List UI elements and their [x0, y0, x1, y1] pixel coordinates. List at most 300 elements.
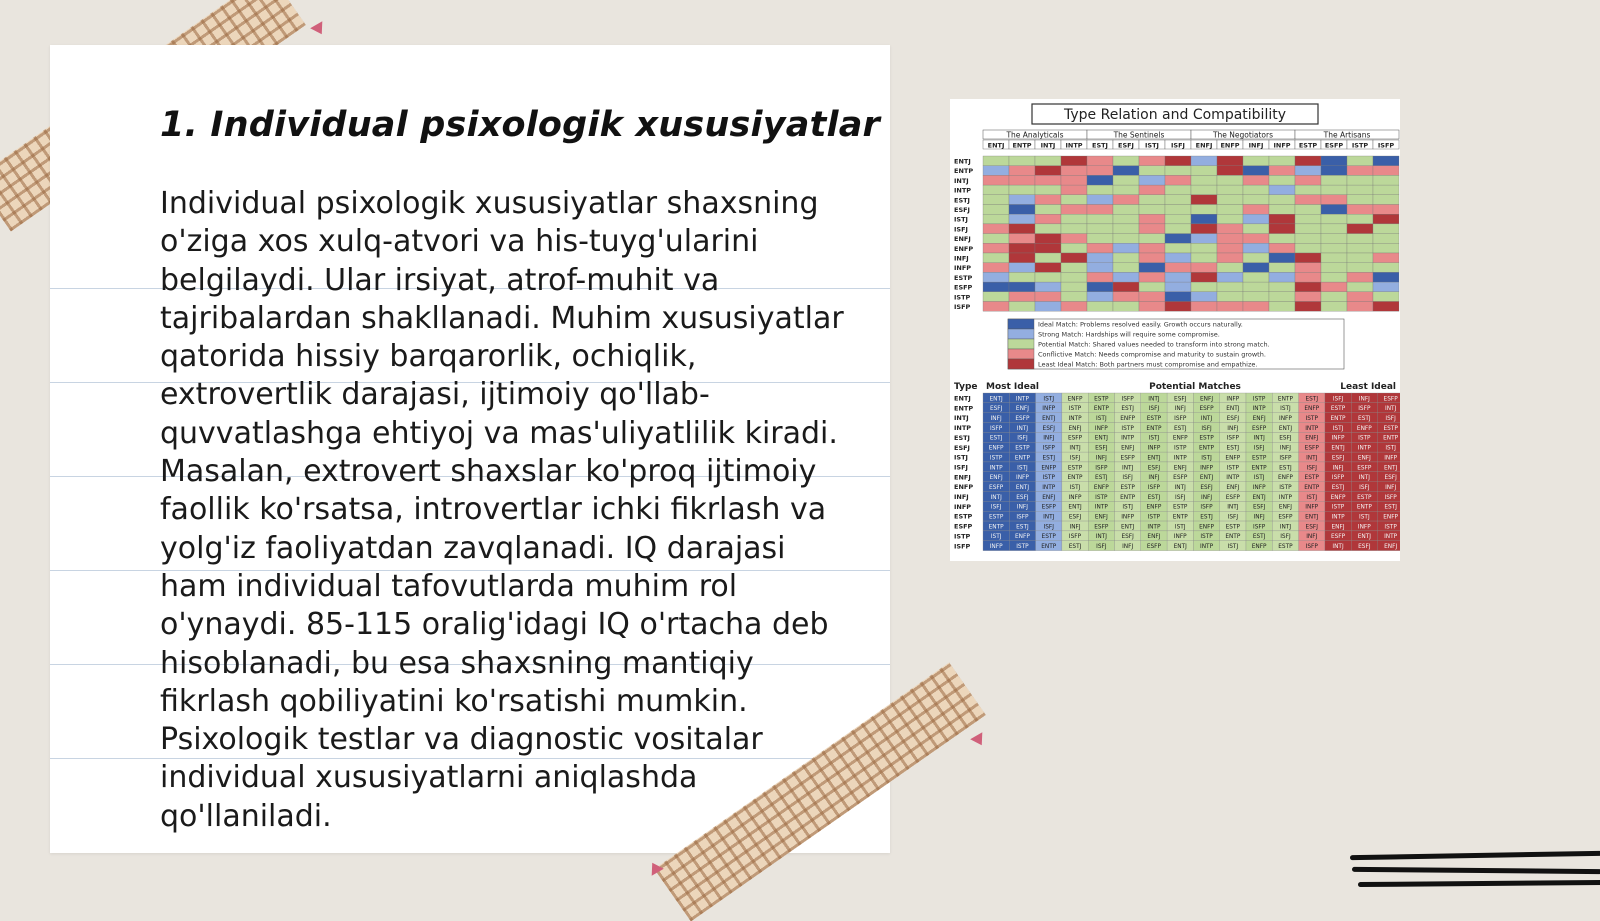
table-cell-label: ISFJ [1122, 475, 1133, 482]
matrix-cell [1191, 205, 1217, 215]
matrix-cell [1165, 195, 1191, 205]
legend-label: Strong Match: Hardships will require some compromise. [1038, 330, 1220, 339]
table-cell-label: ENFP [1330, 494, 1346, 501]
table-cell-label: ESFP [1225, 494, 1240, 501]
matrix-cell [1243, 272, 1269, 282]
matrix-cell [1347, 214, 1373, 224]
matrix-cell [1217, 166, 1243, 176]
matrix-cell [1295, 253, 1321, 263]
slide-body-text: Individual psixologik xususiyatlar shaxsning o'ziga xos xulq-atvori va his-tuyg'ularini belgilaydi. Ular irsiyat, atrof-muhit va tajribalardan shakllanadi. Muhim xususiyatlar qatorida hissiy barqarorlik, ochiqlik, extrovertlik darajasi, ijtimoiy qo'llab-quvvatlashga ehtiyoj va mas'uliyatlilik kiradi. Masalan, extrovert shaxslar ko'proq ijtimoiy faollik ko'rsatsa, introvertlar ichki fikrlash va yolg'iz faoliyatdan zavqlanadi. IQ darajasi ham individual tafovutlarda muhim rol o'ynaydi. 85-115 oralig'idagi IQ o'rtacha deb hisoblanadi, bu esa shaxsning mantiqiy fikrlash qobiliyatini ko'rsatishi mumkin. Psixologik testlar va diagnostic vositalar individual xususiyatlarni aniqlashda qo'llaniladi. [160, 186, 844, 834]
matrix-cell [1191, 263, 1217, 273]
matrix-cell [1061, 253, 1087, 263]
table-cell-label: ESFJ [1042, 425, 1055, 432]
matrix-cell [1035, 224, 1061, 234]
legend-swatch [1008, 339, 1034, 349]
matrix-cell [1347, 272, 1373, 282]
matrix-cell [1087, 302, 1113, 312]
table-cell-label: ESTP [1173, 504, 1188, 511]
matrix-cell [1295, 282, 1321, 292]
table-cell-label: ENFP [1199, 524, 1214, 531]
matrix-cell [1139, 263, 1165, 273]
table-cell-label: ENFJ [1305, 435, 1319, 442]
table-cell-label: ISFP [1384, 494, 1397, 501]
table-cell-label: ENTJ [1384, 465, 1398, 472]
table-cell-label: ENTJ [1357, 534, 1371, 541]
table-cell-label: ISFJ [1385, 416, 1396, 422]
matrix-cell [1373, 243, 1399, 253]
table-cell-label: ENFP [1041, 465, 1057, 472]
table-cell-label: ISTJ [1253, 475, 1265, 482]
row-header-label: INFP [954, 264, 972, 273]
matrix-cell [1217, 185, 1243, 195]
table-cell-label: ENFJ [1173, 465, 1187, 472]
row-header-label: ISFP [954, 303, 971, 311]
table-cell-label: INTJ [1043, 514, 1055, 521]
row-header-label: ESFP [954, 283, 973, 292]
matrix-cell [1321, 175, 1347, 185]
matrix-cell [1347, 302, 1373, 312]
matrix-cell [1347, 166, 1373, 176]
row-header-label: ENFP [954, 244, 974, 253]
matrix-cell [1321, 156, 1347, 166]
table-cell-label: ESFP [1146, 544, 1162, 551]
table-cell-label: ISTP [1358, 435, 1371, 442]
table-cell-label: ISFP [1358, 406, 1371, 413]
matrix-cell [1347, 175, 1373, 185]
column-header-label: ISTJ [1145, 141, 1159, 150]
table-cell-label: ESFP [1173, 475, 1188, 482]
matrix-cell [1087, 292, 1113, 302]
matrix-cell [1113, 185, 1139, 195]
table-cell-label: INFJ [1385, 484, 1397, 491]
table-cell-label: ISTJ [1174, 524, 1186, 531]
matrix-cell [1217, 195, 1243, 205]
matrix-cell [1087, 166, 1113, 176]
matrix-cell [1243, 156, 1269, 166]
table-cell-label: ENTP [1067, 475, 1083, 482]
matrix-cell [1087, 234, 1113, 244]
table-cell-label: ESFP [1278, 514, 1293, 521]
table-cell-label: INTJ [1174, 484, 1186, 491]
matrix-cell [1113, 243, 1139, 253]
row-header-label: ESFJ [954, 206, 970, 214]
table-cell-label: ISFP [990, 425, 1003, 432]
matrix-cell [983, 263, 1009, 273]
group-header-label: The Sentinels [1113, 130, 1165, 140]
matrix-cell [1269, 175, 1295, 185]
matrix-cell [1217, 234, 1243, 244]
column-header-label: ESFJ [1118, 141, 1134, 150]
matrix-cell [1035, 166, 1061, 176]
row-header-label: ESTJ [954, 196, 970, 205]
matrix-cell [1347, 253, 1373, 263]
table-cell-label: ESFJ [1174, 396, 1187, 403]
matrix-cell [983, 175, 1009, 185]
matrix-cell [1035, 302, 1061, 312]
table-cell-label: ISTP [1305, 416, 1318, 422]
table-row-label: ISTJ [954, 453, 968, 462]
table-row-label: INFJ [954, 493, 969, 501]
table-cell-label: ESTJ [1384, 504, 1397, 511]
matrix-cell [1009, 175, 1035, 185]
table-cell-label: ESTP [1330, 406, 1346, 413]
matrix-cell [1243, 243, 1269, 253]
matrix-cell [1009, 282, 1035, 292]
table-cell-label: ESFJ [1147, 465, 1161, 472]
matrix-cell [1061, 302, 1087, 312]
matrix-cell [1217, 253, 1243, 263]
matrix-cell [1165, 263, 1191, 273]
matrix-cell [1061, 282, 1087, 292]
table-cell-label: ENFJ [1042, 494, 1056, 501]
matrix-cell [1269, 185, 1295, 195]
table-cell-label: INFP [1173, 534, 1187, 541]
table-cell-label: ENFP [988, 445, 1004, 452]
matrix-cell [1087, 205, 1113, 215]
matrix-cell [1113, 282, 1139, 292]
table-cell-label: ESFJ [1331, 455, 1345, 462]
legend-label: Conflictive Match: Needs compromise and maturity to sustain growth. [1038, 350, 1266, 359]
matrix-cell [1321, 166, 1347, 176]
table-cell-label: INFJ [1253, 514, 1265, 521]
table-cell-label: ESFP [1304, 445, 1319, 452]
table-cell-label: INTJ [1385, 406, 1397, 413]
table-cell-label: INTJ [1332, 544, 1344, 551]
matrix-cell [1295, 224, 1321, 234]
table-cell-label: ESFJ [1095, 445, 1108, 452]
matrix-cell [1243, 214, 1269, 224]
table-row-label: ENTP [954, 404, 974, 413]
matrix-cell [1269, 282, 1295, 292]
matrix-cell [1165, 272, 1191, 282]
matrix-cell [1061, 156, 1087, 166]
matrix-cell [1373, 156, 1399, 166]
table-cell-label: ENTP [1251, 465, 1267, 472]
table-cell-label: ISTP [1147, 514, 1161, 521]
table-cell-label: INFP [1357, 524, 1371, 531]
table-cell-label: INTJ [1306, 455, 1318, 462]
matrix-cell [1373, 175, 1399, 185]
matrix-cell [1243, 292, 1269, 302]
table-row-label: ESTJ [954, 433, 970, 442]
matrix-cell [1009, 234, 1035, 244]
matrix-cell [1321, 302, 1347, 312]
table-cell-label: INFJ [1069, 524, 1081, 531]
matrix-cell [1165, 282, 1191, 292]
matrix-cell [1035, 263, 1061, 273]
matrix-cell [1269, 156, 1295, 166]
matrix-cell [1009, 243, 1035, 253]
table-cell-label: ESTJ [1252, 534, 1266, 541]
table-cell-label: ENTP [1041, 544, 1057, 551]
table-cell-label: ISFJ [1017, 435, 1028, 442]
column-header-label: ISFJ [1171, 141, 1185, 150]
matrix-cell [1347, 282, 1373, 292]
table-cell-label: ESTJ [1147, 494, 1161, 501]
matrix-cell [983, 195, 1009, 205]
legend-swatch [1008, 329, 1034, 339]
table-cell-label: INFJ [1174, 406, 1186, 413]
table-cell-label: INFJ [1043, 435, 1055, 442]
table-row-label: INFP [954, 502, 972, 511]
matrix-cell [1009, 185, 1035, 195]
column-header-label: INFP [1273, 141, 1291, 150]
column-header-label: INFJ [1248, 141, 1264, 150]
table-cell-label: ISFP [1200, 504, 1213, 511]
matrix-cell [1009, 272, 1035, 282]
matrix-cell [1139, 234, 1165, 244]
brush-stroke-decoration [1350, 851, 1600, 860]
matrix-cell [1295, 263, 1321, 273]
table-cell-label: ENFJ [989, 475, 1003, 482]
matrix-cell [983, 243, 1009, 253]
table-cell-label: INTP [1384, 534, 1398, 541]
table-cell-label: INTJ [990, 494, 1002, 501]
matrix-cell [1243, 175, 1269, 185]
table-cell-label: ENFJ [1147, 534, 1161, 541]
matrix-cell [1165, 185, 1191, 195]
table-cell-label: ESFP [989, 484, 1004, 491]
table-cell-label: INFJ [1332, 465, 1344, 472]
matrix-cell [1165, 175, 1191, 185]
table-cell-label: ESFJ [1016, 494, 1029, 501]
group-header-label: The Analyticals [1006, 130, 1064, 140]
column-header-label: ESTP [1298, 141, 1318, 150]
table-cell-label: ENFJ [1278, 504, 1292, 511]
table-cell-label: INTJ [1069, 445, 1081, 452]
column-header-label: ESTJ [1092, 141, 1108, 150]
table-cell-label: ENTP [1277, 396, 1293, 403]
table-cell-label: INFP [1016, 475, 1029, 482]
matrix-cell [1321, 234, 1347, 244]
matrix-cell [1321, 185, 1347, 195]
matrix-cell [1373, 166, 1399, 176]
legend-swatch [1008, 359, 1034, 369]
table-row-label: ESFJ [954, 443, 970, 452]
table-cell-label: ENTP [1172, 514, 1188, 521]
table-cell-label: ISTJ [1148, 435, 1160, 442]
row-header-label: ISTP [954, 293, 971, 302]
table-cell-label: ISTJ [1096, 416, 1107, 422]
matrix-cell [1269, 263, 1295, 273]
table-cell-label: ESTJ [1095, 475, 1108, 482]
matrix-cell [1295, 156, 1321, 166]
matrix-cell [1243, 224, 1269, 234]
matrix-cell [983, 166, 1009, 176]
matrix-cell [1295, 195, 1321, 205]
table-cell-label: INFP [1094, 425, 1108, 432]
matrix-cell [983, 253, 1009, 263]
table-cell-label: ESFJ [1305, 524, 1318, 531]
matrix-cell [1087, 263, 1113, 273]
table-cell-label: ENTJ [1199, 475, 1214, 482]
matrix-cell [1243, 234, 1269, 244]
table-cell-label: ISFP [1016, 514, 1029, 521]
table-cell-label: ENFP [1251, 544, 1267, 551]
matrix-cell [1009, 253, 1035, 263]
table-row-label: ISFP [954, 542, 971, 551]
table-cell-label: INTP [1015, 396, 1029, 403]
matrix-cell [1191, 185, 1217, 195]
table-cell-label: ENFJ [1252, 416, 1266, 422]
matrix-cell [1139, 156, 1165, 166]
table-cell-label: INTP [1147, 524, 1161, 531]
table-cell-label: INTP [1173, 455, 1187, 462]
table-cell-label: ESFP [1094, 524, 1109, 531]
matrix-cell [1321, 292, 1347, 302]
matrix-cell [1035, 243, 1061, 253]
brush-stroke-decoration [1358, 880, 1600, 887]
matrix-cell [1217, 156, 1243, 166]
table-cell-label: ENTJ [1278, 425, 1293, 432]
table-cell-label: ISTP [1252, 396, 1266, 403]
row-header-label: ENTJ [954, 157, 971, 166]
table-cell-label: ENFP [1172, 435, 1188, 442]
matrix-cell [1035, 282, 1061, 292]
matrix-cell [1139, 166, 1165, 176]
table-cell-label: INFJ [990, 416, 1002, 422]
matrix-cell [1243, 253, 1269, 263]
table-cell-label: INFJ [1201, 494, 1213, 501]
table-cell-label: ENFP [1225, 455, 1241, 462]
table-cell-label: INTJ [1122, 465, 1134, 472]
matrix-cell [1165, 243, 1191, 253]
table-row-label: ESFP [954, 522, 973, 531]
table-cell-label: ENTP [1330, 416, 1346, 422]
table-cell-label: ESFJ [1200, 484, 1213, 491]
table-cell-label: ENFJ [1094, 514, 1108, 521]
table-cell-label: ESFJ [1252, 504, 1266, 511]
matrix-cell [1295, 185, 1321, 195]
matrix-cell [1217, 214, 1243, 224]
matrix-cell [1165, 156, 1191, 166]
table-cell-label: ISTP [1226, 465, 1240, 472]
matrix-cell [1113, 253, 1139, 263]
table-cell-label: INFP [1042, 406, 1056, 413]
matrix-cell [1035, 156, 1061, 166]
table-cell-label: ESTJ [1068, 544, 1082, 551]
row-header-label: ESTP [954, 273, 973, 282]
matrix-cell [1009, 302, 1035, 312]
matrix-cell [1087, 272, 1113, 282]
matrix-cell [1295, 292, 1321, 302]
matrix-cell [1217, 243, 1243, 253]
table-cell-label: ESFP [1067, 435, 1083, 442]
table-cell-label: ENFJ [1331, 524, 1345, 531]
matrix-cell [1139, 214, 1165, 224]
table-cell-label: ISFP [1147, 484, 1161, 491]
table-cell-label: ESTP [1357, 494, 1372, 501]
table-cell-label: ISTP [989, 455, 1003, 462]
matrix-cell [1243, 166, 1269, 176]
matrix-cell [1061, 234, 1087, 244]
table-cell-label: ISFP [1068, 534, 1082, 541]
matrix-cell [1347, 292, 1373, 302]
matrix-cell [1269, 195, 1295, 205]
matrix-cell [1321, 224, 1347, 234]
matrix-cell [1139, 224, 1165, 234]
matrix-cell [1139, 205, 1165, 215]
table-cell-label: ISTJ [1043, 396, 1055, 403]
matrix-cell [1217, 282, 1243, 292]
table-cell-label: ENTP [1225, 534, 1241, 541]
lined-note-paper [50, 45, 890, 853]
table-cell-label: ISFJ [1306, 465, 1317, 472]
table-cell-label: INFP [1252, 484, 1266, 491]
table-cell-label: ENTJ [1226, 406, 1240, 413]
matrix-cell [1009, 195, 1035, 205]
table-cell-label: ESFJ [989, 406, 1003, 413]
matrix-cell [1269, 292, 1295, 302]
table-cell-label: ENTP [1383, 435, 1399, 442]
table-cell-label: ISTJ [1201, 455, 1212, 462]
table-cell-label: ISTJ [1069, 484, 1081, 491]
matrix-cell [1191, 214, 1217, 224]
matrix-cell [1009, 205, 1035, 215]
matrix-cell [1113, 166, 1139, 176]
brush-stroke-decoration [1352, 867, 1600, 874]
matrix-cell [1373, 282, 1399, 292]
matrix-cell [1087, 214, 1113, 224]
table-cell-label: INFJ [1227, 425, 1239, 432]
legend-label: Least Ideal Match: Both partners must compromise and empathize. [1038, 360, 1258, 369]
matrix-cell [1165, 166, 1191, 176]
matrix-cell [1191, 156, 1217, 166]
matrix-cell [1243, 263, 1269, 273]
table-cell-label: INFP [1226, 396, 1240, 403]
table-cell-label: INTP [1042, 484, 1056, 491]
matrix-cell [1243, 195, 1269, 205]
table-cell-label: INFJ [1016, 504, 1028, 511]
table-cell-label: ISTP [1279, 484, 1292, 491]
table-cell-label: ISFJ [1253, 445, 1265, 452]
table-cell-label: ISFJ [1332, 396, 1344, 403]
table-cell-label: ENFJ [1384, 544, 1398, 551]
table-cell-label: ENTJ [1015, 484, 1030, 491]
matrix-cell [1321, 263, 1347, 273]
table-cell-label: ESFJ [1384, 475, 1397, 482]
matrix-cell [1035, 214, 1061, 224]
matrix-cell [1295, 302, 1321, 312]
matrix-cell [1139, 253, 1165, 263]
table-cell-label: ENFJ [1200, 396, 1214, 403]
matrix-cell [1191, 282, 1217, 292]
table-cell-label: ESFJ [1226, 416, 1240, 422]
compatibility-chart-graphic [950, 99, 1400, 561]
table-cell-label: ISFJ [1148, 406, 1160, 413]
matrix-cell [1113, 263, 1139, 273]
matrix-cell [1165, 224, 1191, 234]
table-cell-label: INTP [1305, 425, 1319, 432]
matrix-cell [1347, 234, 1373, 244]
matrix-cell [1269, 302, 1295, 312]
matrix-cell [1191, 175, 1217, 185]
table-cell-label: ESFJ [1068, 514, 1082, 521]
table-cell-label: ISTP [1121, 425, 1134, 432]
matrix-cell [983, 185, 1009, 195]
matrix-cell [1087, 282, 1113, 292]
matrix-cell [1269, 234, 1295, 244]
table-cell-label: INTP [1226, 475, 1240, 482]
table-cell-label: ENTJ [1147, 455, 1161, 462]
table-cell-label: ESTP [1067, 465, 1083, 472]
table-cell-label: ISTJ [990, 534, 1002, 541]
matrix-cell [1113, 195, 1139, 205]
table-cell-label: INTP [1121, 435, 1135, 442]
table-cell-label: ESFJ [1279, 435, 1292, 442]
table-cell-label: ISFP [1226, 435, 1239, 442]
compatibility-chart-image [950, 99, 1400, 561]
